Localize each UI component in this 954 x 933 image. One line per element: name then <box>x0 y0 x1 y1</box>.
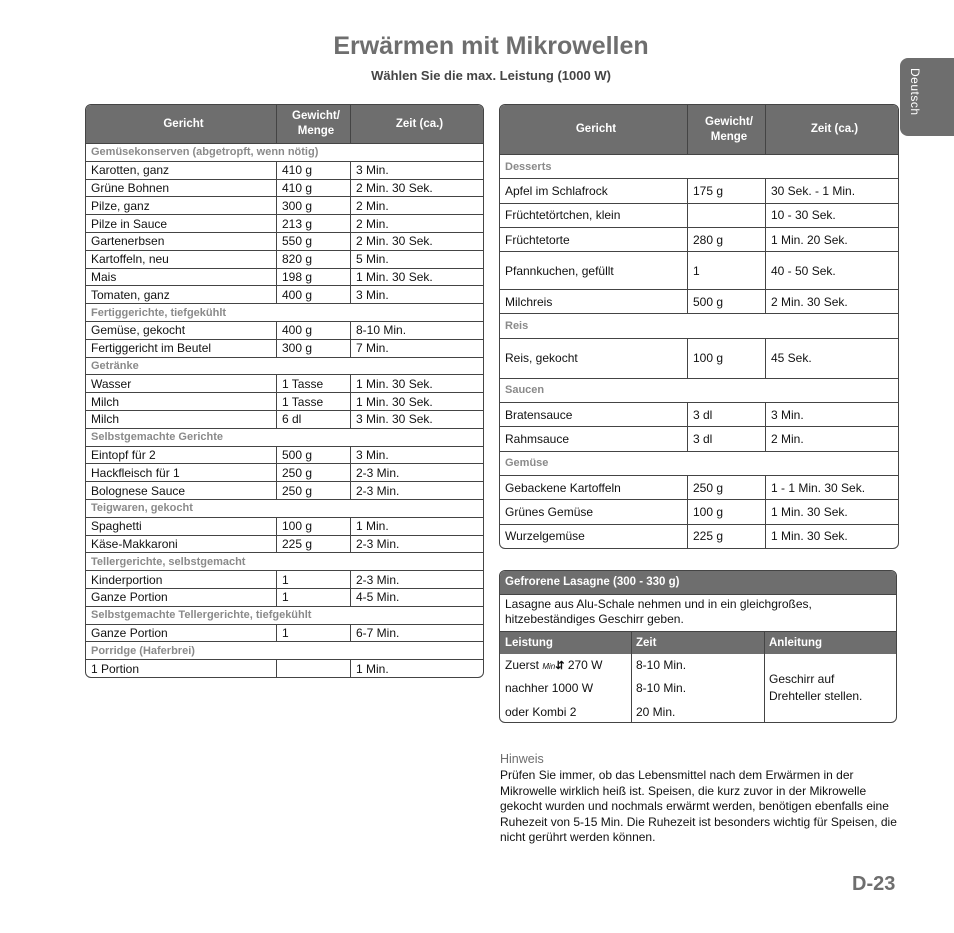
dish-cell: Pilze in Sauce <box>86 214 276 232</box>
table-row <box>86 321 483 339</box>
weight-cell: 500 g <box>687 289 765 313</box>
dish-cell: Mais <box>86 268 276 286</box>
lasagne-step1-power <box>505 657 603 675</box>
weight-cell: 250 g <box>276 463 350 481</box>
category-label: Getränke <box>86 357 483 375</box>
lasagne-description: Lasagne aus Alu-Schale nehmen und in ein gleichgroßes, hitzebeständiges Geschirr geben. <box>505 597 812 626</box>
weight-cell: 1 <box>276 624 350 642</box>
category-label: Gemüsekonserven (abgetropft, wenn nötig) <box>86 143 483 161</box>
table-row <box>500 475 898 499</box>
dish-cell: Gemüse, gekocht <box>86 321 276 339</box>
table-row <box>86 161 483 179</box>
lasagne-col-time: Zeit <box>636 637 657 649</box>
weight-cell: 198 g <box>276 268 350 286</box>
table-row <box>86 481 483 499</box>
category-row <box>86 303 483 321</box>
table-row <box>86 196 483 214</box>
column-header: Zeit (ca.) <box>350 105 483 143</box>
time-cell: 3 Min. <box>350 161 483 179</box>
category-row <box>86 428 483 446</box>
time-cell: 45 Sek. <box>765 338 898 378</box>
time-cell: 3 Min. <box>350 285 483 303</box>
weight-cell: 280 g <box>687 227 765 251</box>
category-label: Tellergerichte, selbstgemacht <box>86 552 483 570</box>
time-cell: 4-5 Min. <box>350 588 483 606</box>
time-cell: 1 Min. <box>350 659 483 677</box>
table-row <box>86 588 483 606</box>
table-row <box>500 338 898 378</box>
category-label: Selbstgemachte Tellergerichte, tiefgekühlt <box>86 606 483 624</box>
dish-cell: Spaghetti <box>86 517 276 535</box>
lasagne-header-row <box>500 631 896 654</box>
column-header: Gewicht/ Menge <box>687 105 765 154</box>
table-row <box>500 227 898 251</box>
reheating-table-left <box>85 104 484 678</box>
time-cell: 5 Min. <box>350 250 483 268</box>
time-cell: 40 - 50 Sek. <box>765 251 898 289</box>
lasagne-col-instruction: Anleitung <box>769 637 823 649</box>
lasagne-step1-watt: 270 W <box>567 658 603 672</box>
dish-cell: Gebackene Kartoffeln <box>500 475 687 499</box>
weight-cell: 1 Tasse <box>276 374 350 392</box>
reheating-table-right <box>499 104 899 549</box>
table-row <box>86 446 483 464</box>
weight-cell: 400 g <box>276 285 350 303</box>
table-row <box>500 524 898 548</box>
dish-cell: Bolognese Sauce <box>86 481 276 499</box>
category-row <box>86 552 483 570</box>
dish-cell: Wasser <box>86 374 276 392</box>
lasagne-col-power: Leistung <box>505 637 553 649</box>
category-label: Fertiggerichte, tiefgekühlt <box>86 303 483 321</box>
weight-cell <box>687 203 765 227</box>
lasagne-step1-prefix: Zuerst <box>505 658 540 672</box>
time-cell: 1 Min. 30 Sek. <box>350 392 483 410</box>
category-row <box>500 313 898 337</box>
time-cell: 2-3 Min. <box>350 570 483 588</box>
dish-cell: Ganze Portion <box>86 624 276 642</box>
time-cell: 10 - 30 Sek. <box>765 203 898 227</box>
dish-cell: Kartoffeln, neu <box>86 250 276 268</box>
weight-cell: 100 g <box>276 517 350 535</box>
page-subtitle: Wählen Sie die max. Leistung (1000 W) <box>371 68 611 83</box>
dish-cell: Käse-Makkaroni <box>86 535 276 553</box>
weight-cell: 225 g <box>687 524 765 548</box>
category-label: Selbstgemachte Gerichte <box>86 428 483 446</box>
dish-cell: Karotten, ganz <box>86 161 276 179</box>
table-row <box>500 289 898 313</box>
dish-cell: Ganze Portion <box>86 588 276 606</box>
dish-cell: 1 Portion <box>86 659 276 677</box>
table-row <box>86 285 483 303</box>
dish-cell: Bratensauce <box>500 402 687 426</box>
time-cell: 2 Min. 30 Sek. <box>350 232 483 250</box>
column-header: Gericht <box>86 105 276 143</box>
language-tab <box>900 58 954 136</box>
category-row <box>500 154 898 178</box>
weight-cell: 175 g <box>687 178 765 202</box>
weight-cell: 1 <box>276 588 350 606</box>
dish-cell: Apfel im Schlafrock <box>500 178 687 202</box>
time-cell: 1 Min. 30 Sek. <box>765 524 898 548</box>
table-row <box>86 517 483 535</box>
time-cell: 2 Min. 30 Sek. <box>765 289 898 313</box>
table-row <box>500 251 898 289</box>
time-cell: 2 Min. <box>765 426 898 450</box>
table-row <box>86 374 483 392</box>
table-row <box>86 232 483 250</box>
time-cell: 3 Min. <box>765 402 898 426</box>
dish-cell: Milch <box>86 410 276 428</box>
table-row <box>86 624 483 642</box>
dish-cell: Pfannkuchen, gefüllt <box>500 251 687 289</box>
language-tab-label: Deutsch <box>908 68 922 116</box>
table-row <box>86 339 483 357</box>
lasagne-divider <box>631 631 632 722</box>
table-row <box>86 535 483 553</box>
time-cell: 3 Min. <box>350 446 483 464</box>
weight-cell: 3 dl <box>687 402 765 426</box>
dish-cell: Reis, gekocht <box>500 338 687 378</box>
weight-defrost-icon: ⇵ <box>555 660 565 672</box>
weight-cell: 410 g <box>276 179 350 197</box>
time-cell: 1 Min. 30 Sek. <box>350 268 483 286</box>
lasagne-instruction: Geschirr auf Drehteller stellen. <box>769 672 863 703</box>
time-cell: 3 Min. 30 Sek. <box>350 410 483 428</box>
time-cell: 2 Min. 30 Sek. <box>350 179 483 197</box>
page-title: Erwärmen mit Mikrowellen <box>333 32 649 60</box>
lasagne-step3-power: oder Kombi 2 <box>505 705 577 719</box>
weight-cell: 300 g <box>276 196 350 214</box>
weight-cell: 100 g <box>687 499 765 523</box>
column-header: Gericht <box>500 105 687 154</box>
category-label: Gemüse <box>500 451 898 475</box>
time-cell: 30 Sek. - 1 Min. <box>765 178 898 202</box>
dish-cell: Wurzelgemüse <box>500 524 687 548</box>
time-cell: 1 Min. 30 Sek. <box>765 499 898 523</box>
table-row <box>86 463 483 481</box>
category-row <box>86 606 483 624</box>
category-label: Desserts <box>500 154 898 178</box>
weight-cell: 1 <box>276 570 350 588</box>
weight-cell: 225 g <box>276 535 350 553</box>
time-cell: 2 Min. <box>350 214 483 232</box>
weight-cell: 1 <box>687 251 765 289</box>
weight-cell: 400 g <box>276 321 350 339</box>
weight-cell: 250 g <box>276 481 350 499</box>
note-text: Prüfen Sie immer, ob das Lebensmittel nach dem Erwärmen in der Mikrowelle wirklich heiß ist. Speisen, die kurz zuvor in der Mikrowelle gekocht wurden und nochmals erwärmt werden, benötigen ebenfalls eine Ruhezeit von 5-15 Min. Die Ruhezeit ist besonders wichtig für Speisen, die nicht gerührt werden können. <box>500 768 897 844</box>
dish-cell: Eintopf für 2 <box>86 446 276 464</box>
weight-cell: 410 g <box>276 161 350 179</box>
note-heading: Hinweis <box>500 752 544 766</box>
lasagne-divider <box>764 631 765 722</box>
dish-cell: Rahmsauce <box>500 426 687 450</box>
dish-cell: Gartenerbsen <box>86 232 276 250</box>
category-label: Saucen <box>500 378 898 402</box>
category-label: Reis <box>500 313 898 337</box>
dish-cell: Hackfleisch für 1 <box>86 463 276 481</box>
table-row <box>500 203 898 227</box>
table-row <box>86 392 483 410</box>
dish-cell: Milchreis <box>500 289 687 313</box>
category-label: Teigwaren, gekocht <box>86 499 483 517</box>
weight-cell: 6 dl <box>276 410 350 428</box>
lasagne-step1-time: 8-10 Min. <box>636 658 687 672</box>
category-label: Porridge (Haferbrei) <box>86 641 483 659</box>
weight-cell <box>276 659 350 677</box>
time-cell: 2-3 Min. <box>350 481 483 499</box>
min-icon: Min <box>542 662 556 671</box>
table-row <box>86 214 483 232</box>
lasagne-step2-power: nachher 1000 W <box>505 681 594 695</box>
weight-cell: 100 g <box>687 338 765 378</box>
table-row <box>86 570 483 588</box>
time-cell: 6-7 Min. <box>350 624 483 642</box>
column-header: Zeit (ca.) <box>765 105 898 154</box>
table-row <box>500 499 898 523</box>
time-cell: 2 Min. <box>350 196 483 214</box>
lasagne-step3-time: 20 Min. <box>636 705 676 719</box>
category-row <box>86 641 483 659</box>
dish-cell: Früchtetörtchen, klein <box>500 203 687 227</box>
weight-cell: 213 g <box>276 214 350 232</box>
dish-cell: Milch <box>86 392 276 410</box>
time-cell: 2-3 Min. <box>350 463 483 481</box>
time-cell: 1 Min. <box>350 517 483 535</box>
time-cell: 7 Min. <box>350 339 483 357</box>
table-row <box>86 659 483 677</box>
table-row <box>86 179 483 197</box>
table-row <box>86 250 483 268</box>
category-row <box>500 451 898 475</box>
lasagne-box <box>499 570 897 723</box>
category-row <box>86 143 483 161</box>
dish-cell: Pilze, ganz <box>86 196 276 214</box>
lasagne-step2-time: 8-10 Min. <box>636 681 687 695</box>
category-row <box>86 499 483 517</box>
dish-cell: Früchtetorte <box>500 227 687 251</box>
table-row <box>500 426 898 450</box>
category-row <box>500 378 898 402</box>
weight-cell: 550 g <box>276 232 350 250</box>
weight-cell: 820 g <box>276 250 350 268</box>
weight-cell: 3 dl <box>687 426 765 450</box>
weight-cell: 500 g <box>276 446 350 464</box>
time-cell: 1 - 1 Min. 30 Sek. <box>765 475 898 499</box>
time-cell: 2-3 Min. <box>350 535 483 553</box>
dish-cell: Kinderportion <box>86 570 276 588</box>
table-row <box>86 268 483 286</box>
column-header: Gewicht/ Menge <box>276 105 350 143</box>
time-cell: 8-10 Min. <box>350 321 483 339</box>
table-row <box>500 178 898 202</box>
time-cell: 1 Min. 30 Sek. <box>350 374 483 392</box>
weight-cell: 300 g <box>276 339 350 357</box>
dish-cell: Fertiggericht im Beutel <box>86 339 276 357</box>
page-number: D-23 <box>852 873 896 895</box>
weight-cell: 250 g <box>687 475 765 499</box>
table-row <box>500 402 898 426</box>
table-row <box>86 410 483 428</box>
time-cell: 1 Min. 20 Sek. <box>765 227 898 251</box>
dish-cell: Tomaten, ganz <box>86 285 276 303</box>
lasagne-title: Gefrorene Lasagne (300 - 330 g) <box>500 571 896 595</box>
dish-cell: Grüne Bohnen <box>86 179 276 197</box>
category-row <box>86 357 483 375</box>
weight-cell: 1 Tasse <box>276 392 350 410</box>
dish-cell: Grünes Gemüse <box>500 499 687 523</box>
